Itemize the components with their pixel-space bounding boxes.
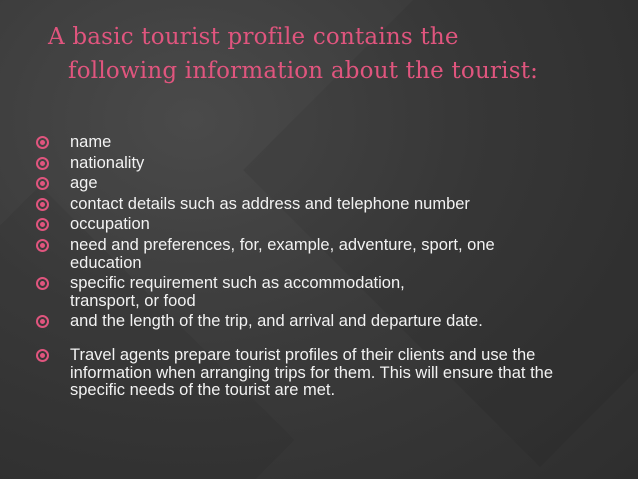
list-item — [36, 155, 626, 173]
list-item — [36, 313, 626, 331]
circle-bullet-icon — [36, 136, 49, 149]
slide-title-line-2: following information about the tourist: — [68, 58, 539, 84]
list-item-text: Travel agents prepare tourist profiles of their clients and use the information when arranging trips for them. This will ensure that the specific needs of the tourist are met. — [70, 345, 554, 400]
list-item — [36, 175, 626, 193]
list-item-text: contact details such as address and telephone number — [70, 194, 470, 213]
list-item — [36, 196, 626, 214]
list-item-text: name — [70, 133, 112, 151]
circle-bullet-icon — [36, 239, 49, 252]
list-item — [36, 237, 626, 272]
list-item-text: occupation — [70, 215, 150, 234]
circle-bullet-icon — [36, 157, 49, 170]
bullet-list — [36, 134, 626, 403]
list-item-text: specific requirement such as accommodation, transport, or food — [70, 274, 405, 310]
circle-bullet-icon — [36, 177, 49, 190]
slide-title — [48, 20, 618, 88]
list-item — [36, 134, 626, 152]
list-item-text: age — [70, 174, 98, 193]
list-item-text: and the length of the trip, and arrival and departure date. — [70, 312, 483, 331]
list-item-text: nationality — [70, 153, 145, 172]
circle-bullet-icon — [36, 198, 49, 211]
circle-bullet-icon — [36, 349, 49, 362]
list-item — [36, 347, 626, 400]
circle-bullet-icon — [36, 315, 49, 328]
circle-bullet-icon — [36, 277, 49, 290]
list-item — [36, 216, 626, 234]
circle-bullet-icon — [36, 218, 49, 231]
slide-title-line-1: A basic tourist profile contains the — [48, 24, 459, 50]
list-item — [36, 275, 626, 310]
list-item-text: need and preferences, for, example, adventure, sport, one education — [70, 235, 495, 272]
